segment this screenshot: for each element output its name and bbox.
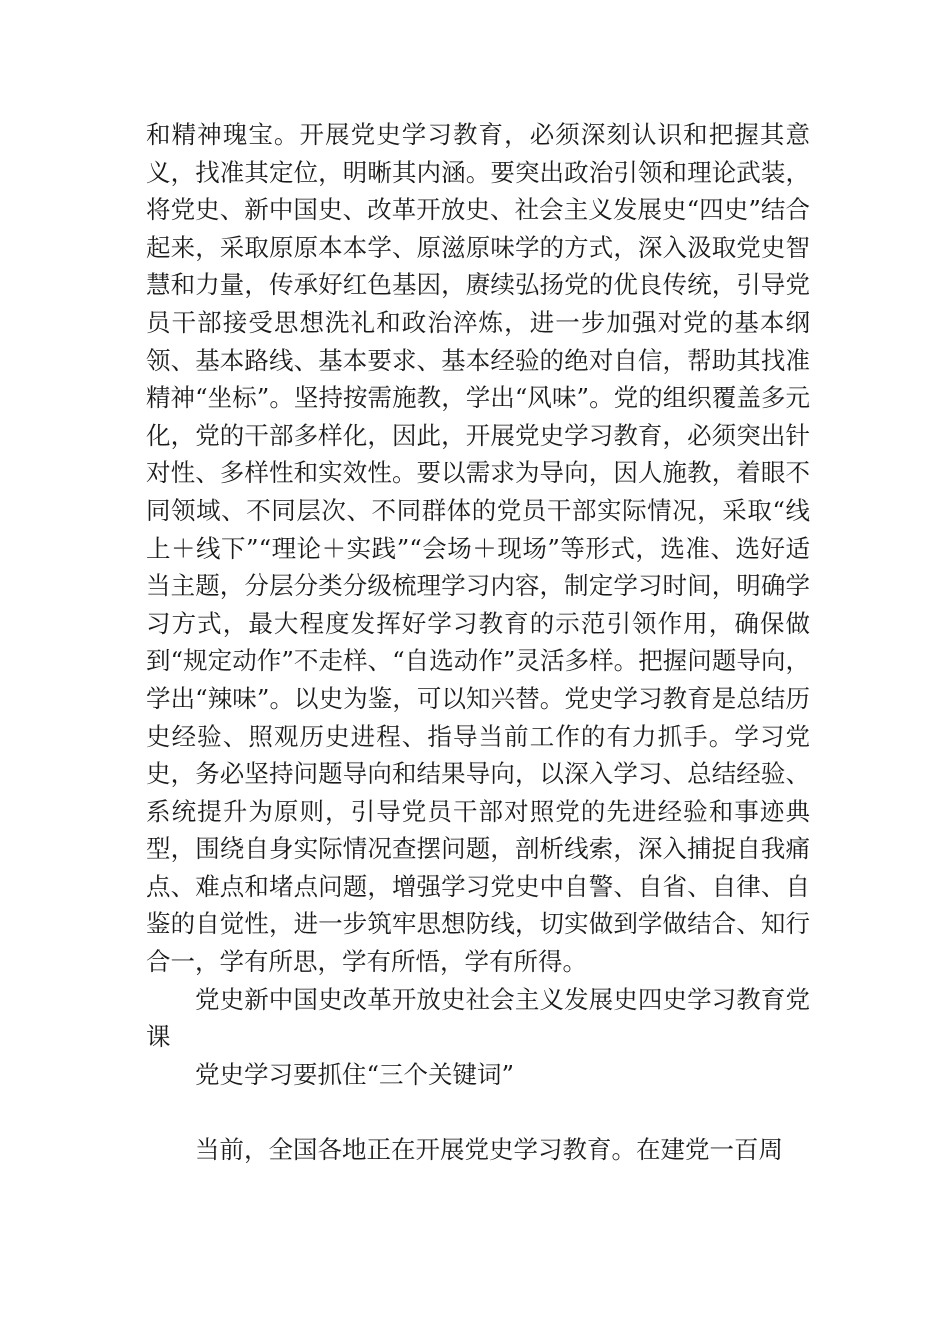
blank-line [146,1093,810,1131]
opening-paragraph: 当前，全国各地正在开展党史学习教育。在建党一百周 [195,1135,783,1165]
keywords-line: 党史新中国史改革开放史社会主义发展史四史学习教育党课 [146,984,810,1052]
body-paragraph: 和精神瑰宝。开展党史学习教育，必须深刻认识和把握其意义，找准其定位，明晰其内涵。要突出政治引领和理论武装，将党史、新中国史、改革开放史、社会主义发展史“四史”结合起来，采取原原本本学、原滋原味学的方式，深入汲取党史智慧和力量，传承好红色基因，赓续弘扬党的优良传统，引导党员干部接受思想洗礼和政治淬炼，进一步加强对党的基本纲领、基本路线、基本要求、基本经验的绝对自信，帮助其找准精神“坐标”。坚持按需施教，学出“风味”。党的组织覆盖多元化，党的干部多样化，因此，开展党史学习教育，必须突出针对性、多样性和实效性。要以需求为导向，因人施教，着眼不同领域、不同层次、不同群体的党员干部实际情况，采取“线上＋线下”“理论＋实践”“会场＋现场”等形式，选准、选好适当主题，分层分类分级梳理学习内容，制定学习时间，明确学习方式，最大程度发挥好学习教育的示范引领作用，确保做到“规定动作”不走样、“自选动作”灵活多样。把握问题导向，学出“辣味”。以史为鉴，可以知兴替。党史学习教育是总结历史经验、照观历史进程、指导当前工作的有力抓手。学习党史，务必坚持问题导向和结果导向，以深入学习、总结经验、系统提升为原则，引导党员干部对照党的先进经验和事迹典型，围绕自身实际情况查摆问题，剖析线索，深入捕捉自我痛点、难点和堵点问题，增强学习党史中自警、自省、自律、自鉴的自觉性，进一步筑牢思想防线，切实做到学做结合、知行合一，学有所思，学有所悟，学有所得。 [146,120,810,977]
document-page [146,116,810,1169]
article-title: 党史学习要抓住“三个关键词” [195,1059,515,1089]
